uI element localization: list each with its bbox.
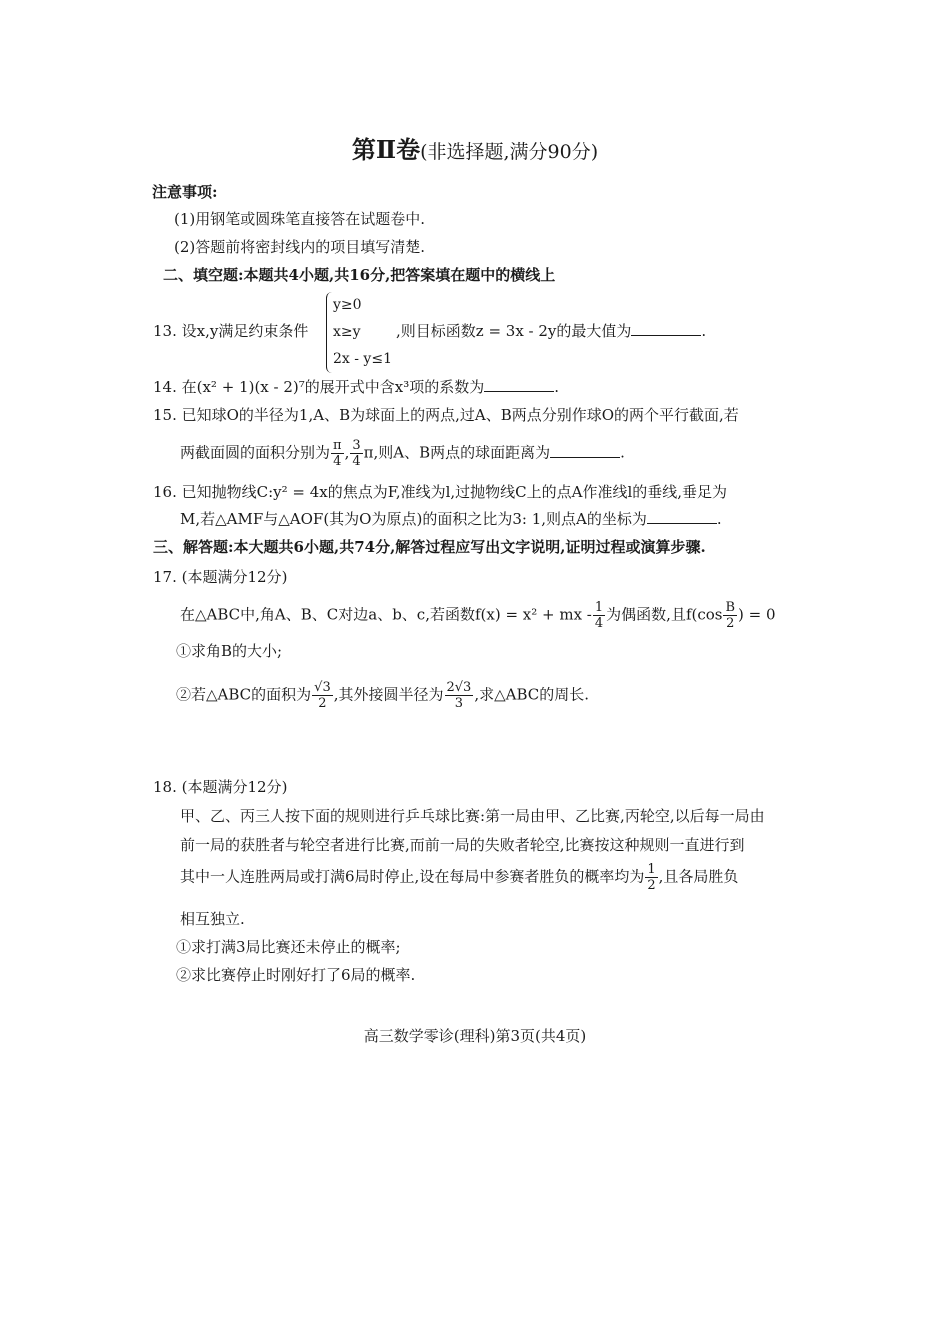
q17-part-2 (176, 680, 589, 711)
q15-pi: π (363, 443, 374, 462)
q17-fraction-1-den: 4 (594, 616, 604, 631)
q17-fraction-4-num: 2√3 (446, 680, 472, 695)
q15-fraction-2-den: 4 (352, 454, 361, 469)
q18-line-3 (180, 862, 738, 893)
q17-fraction-2 (723, 600, 737, 631)
q15-comma: , (344, 443, 350, 462)
q18-line-3-b: ,且各局胜负 (658, 867, 739, 886)
section-title-main: 第Ⅱ卷 (351, 135, 421, 164)
q13-prefix: 13. 设x,y满足约束条件 (153, 322, 309, 340)
q18-line-4: 相互独立. (180, 910, 245, 928)
q15-fraction-1 (331, 438, 344, 469)
q14-end: . (554, 378, 560, 396)
q13-suffix-text: ,则目标函数z = 3x - 2y的最大值为 (396, 322, 632, 340)
q13-constraint-system (326, 292, 392, 373)
q17-line-1-c: ) = 0 (738, 605, 776, 624)
section-title (0, 130, 950, 165)
q16-answer-blank (647, 509, 717, 524)
notes-heading: 注意事项: (152, 183, 218, 201)
q17-fraction-4-den: 3 (454, 696, 464, 711)
q18-line-1: 甲、乙、丙三人按下面的规则进行乒乓球比赛:第一局由甲、乙比赛,丙轮空,以后每一局由 (180, 807, 765, 825)
q17-fraction-2-num: B (725, 600, 736, 615)
q13-answer-blank (631, 321, 701, 336)
q17-fraction-1 (593, 600, 605, 631)
q13-suffix (396, 320, 706, 341)
q18-fraction-den: 2 (647, 878, 656, 893)
section2-heading: 二、填空题:本题共4小题,共16分,把答案填在题中的横线上 (163, 266, 556, 284)
q17-heading: 17. (本题满分12分) (153, 568, 288, 586)
q13-constraint-1: y≥0 (333, 297, 362, 313)
q16-line-2-text: M,若△AMF与△AOF(其为O为原点)的面积之比为3: 1,则点A的坐标为 (180, 510, 647, 528)
q17-fraction-3-den: 2 (318, 696, 327, 711)
q18-part-2: ②求比赛停止时刚好打了6局的概率. (176, 966, 416, 984)
q14 (153, 376, 559, 397)
q18-fraction (645, 862, 657, 893)
q15-fraction-2-num: 3 (352, 438, 361, 453)
q13-constraint-3: 2x - y≤1 (333, 351, 392, 367)
q17-fraction-2-den: 2 (726, 616, 735, 631)
q17-part-2-b: ,其外接圆半径为 (333, 685, 444, 704)
section-title-sub: (非选择题,满分90分) (420, 141, 599, 163)
q17-part-2-c: ,求△ABC的周长. (474, 685, 590, 704)
q17-fraction-3 (312, 680, 333, 711)
q15-line-2 (180, 438, 625, 469)
q13-end: . (701, 322, 707, 340)
q14-text: 14. 在(x² + 1)(x - 2)⁷的展开式中含x³项的系数为 (153, 378, 485, 396)
q15-line-2-b: ,则A、B两点的球面距离为 (373, 443, 551, 462)
q15-fraction-1-den: 4 (333, 454, 342, 469)
page-footer: 高三数学零诊(理科)第3页(共4页) (363, 1027, 587, 1045)
q18-heading: 18. (本题满分12分) (153, 778, 288, 796)
notes-item-2: (2)答题前将密封线内的项目填写清楚. (174, 238, 426, 256)
q17-part-2-a: ②若△ABC的面积为 (176, 685, 312, 704)
section3-heading: 三、解答题:本大题共6小题,共74分,解答过程应写出文字说明,证明过程或演算步骤. (153, 538, 706, 556)
notes-item-1: (1)用钢笔或圆珠笔直接答在试题卷中. (174, 210, 426, 228)
q17-fraction-1-num: 1 (594, 600, 604, 615)
q18-line-2: 前一局的获胜者与轮空者进行比赛,而前一局的失败者轮空,比赛按这种规则一直进行到 (180, 836, 745, 854)
q15-answer-blank (550, 443, 620, 458)
q18-line-3-a: 其中一人连胜两局或打满6局时停止,设在每局中参赛者胜负的概率均为 (180, 867, 645, 886)
q15-fraction-1-num: π (333, 438, 342, 453)
q18-fraction-num: 1 (647, 862, 656, 877)
q16-end: . (716, 510, 722, 528)
q17-line-1-a: 在△ABC中,角A、B、C对边a、b、c,若函数f(x) = x² + mx - (180, 605, 592, 624)
q17-fraction-3-num: √3 (314, 680, 331, 695)
q16-line-1: 16. 已知抛物线C:y² = 4x的焦点为F,准线为l,过抛物线C上的点A作准线l的垂线,垂足为 (153, 483, 728, 501)
q13-constraint-2: x≥y (333, 324, 361, 340)
q17-fraction-4 (445, 680, 474, 711)
q17-part-1: ①求角B的大小; (176, 642, 283, 660)
q17-line-1-b: 为偶函数,且f(cos (606, 605, 723, 624)
q15-line-1: 15. 已知球O的半径为1,A、B为球面上的两点,过A、B两点分别作球O的两个平行截面,若 (153, 406, 739, 424)
q15-fraction-2 (350, 438, 362, 469)
q15-end: . (620, 443, 625, 462)
q16-line-2 (180, 508, 722, 529)
q18-part-1: ①求打满3局比赛还未停止的概率; (176, 938, 401, 956)
q14-answer-blank (484, 377, 554, 392)
q17-line-1 (180, 600, 776, 631)
q15-line-2-a: 两截面圆的面积分别为 (180, 443, 331, 462)
